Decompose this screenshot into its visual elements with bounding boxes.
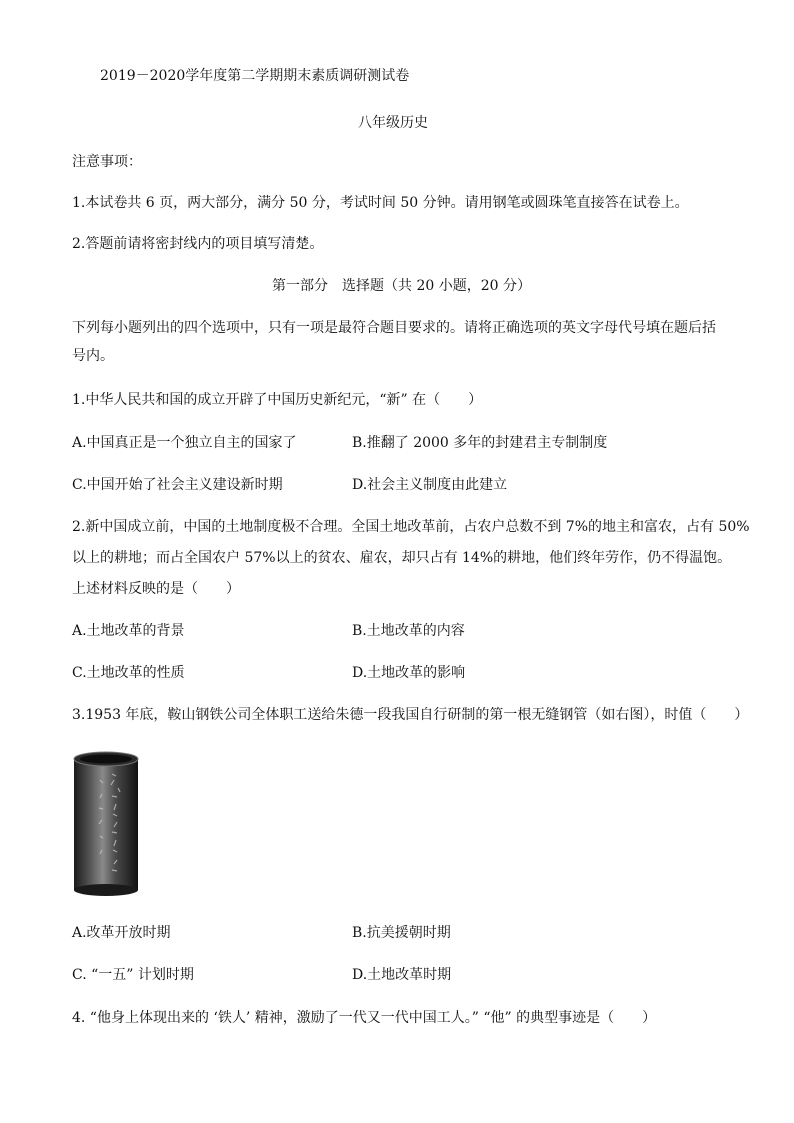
question-1-option-d: D.社会主义制度由此建立 (352, 477, 508, 493)
question-2-stem-line-1: 2.新中国成立前，中国的土地制度极不合理。全国土地改革前，占农户总数不到 7%的地主和富农，占有 50% (72, 519, 750, 535)
part1-title: 第一部分 选择题（共 20 小题，20 分） (272, 278, 531, 294)
question-3-stem: 3.1953 年底，鞍山钢铁公司全体职工送给朱德一段我国自行研制的第一根无缝钢管（如右图），时值（ ） (72, 707, 749, 723)
question-2-option-b: B.土地改革的内容 (352, 623, 465, 639)
question-1-option-a: A.中国真正是一个独立自主的国家了 (72, 435, 297, 451)
question-4-stem: 4. “他身上体现出来的 ‘铁人’ 精神，激励了一代又一代中国工人。” “他” 的典型事迹是（ ） (72, 1010, 657, 1026)
question-1-stem: 1.中华人民共和国的成立开辟了中国历史新纪元，“新” 在（ ） (72, 392, 483, 408)
question-3-option-b: B.抗美援朝时期 (352, 925, 451, 941)
steel-pipe-photo (72, 750, 140, 898)
question-2-option-d: D.土地改革的影响 (352, 665, 466, 681)
notes-item-2: 2.答题前请将密封线内的项目填写清楚。 (72, 236, 324, 252)
subject-title: 八年级历史 (358, 115, 428, 131)
part1-instruction-cont: 号内。 (72, 348, 114, 364)
question-1-option-b: B.推翻了 2000 多年的封建君主专制制度 (352, 435, 608, 451)
notes-heading: 注意事项： (72, 154, 142, 170)
question-3-option-c: C. “一五” 计划时期 (72, 967, 194, 983)
question-3-option-d: D.土地改革时期 (352, 967, 452, 983)
part1-instruction: 下列每小题列出的四个选项中，只有一项是最符合题目要求的。请将正确选项的英文字母代号填在题后括 (72, 320, 716, 336)
question-2-option-c: C.土地改革的性质 (72, 665, 185, 681)
exam-title: 2019－2020学年度第二学期期末素质调研测试卷 (100, 68, 410, 84)
notes-item-1: 1.本试卷共 6 页，两大部分，满分 50 分，考试时间 50 分钟。请用钢笔或圆珠笔直接答在试卷上。 (72, 195, 689, 211)
question-1-option-c: C.中国开始了社会主义建设新时期 (72, 477, 283, 493)
question-3-option-a: A.改革开放时期 (72, 925, 171, 941)
question-2-stem-line-3: 上述材料反映的是（ ） (72, 581, 240, 597)
question-2-stem-line-2: 以上的耕地；而占全国农户 57%以上的贫农、雇农，却只占有 14%的耕地，他们终年劳作，仍不得温饱。 (72, 550, 732, 566)
question-2-option-a: A.土地改革的背景 (72, 623, 185, 639)
